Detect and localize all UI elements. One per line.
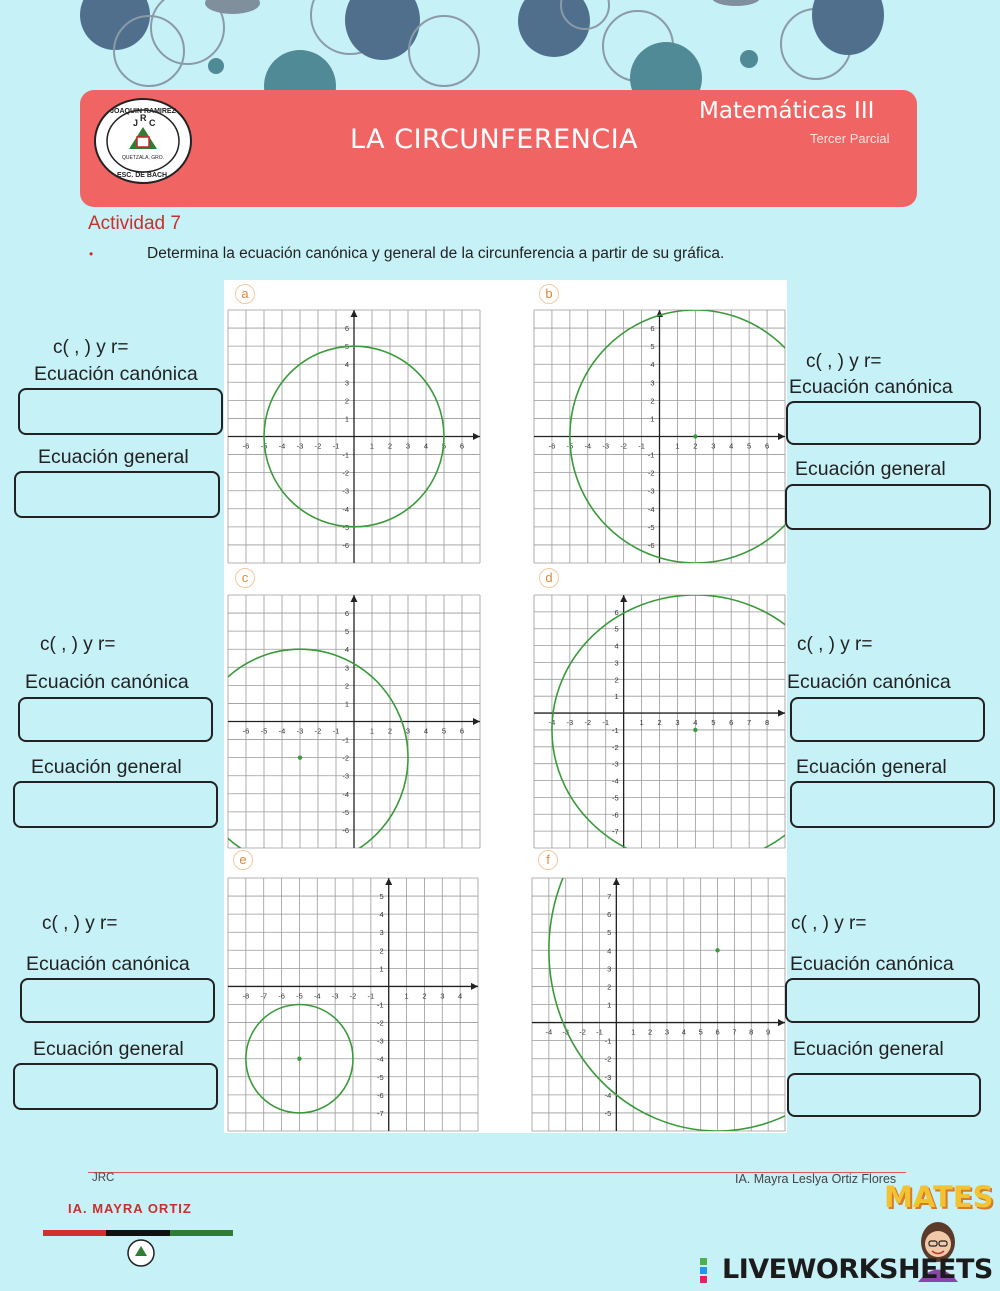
x-tick-label: -2 bbox=[620, 441, 627, 451]
y-tick-label: -1 bbox=[647, 450, 655, 460]
general-label: Ecuación general bbox=[33, 1038, 184, 1060]
graph-a bbox=[228, 310, 480, 563]
canonical-label: Ecuación canónica bbox=[790, 953, 954, 975]
graph-e bbox=[228, 878, 478, 1131]
y-tick-label: 4 bbox=[650, 360, 655, 370]
x-tick-label: -2 bbox=[584, 718, 592, 728]
general-label: Ecuación general bbox=[31, 756, 182, 778]
y-tick-label: 3 bbox=[344, 663, 349, 673]
coordinate-plane bbox=[228, 310, 480, 563]
y-tick-label: 2 bbox=[344, 681, 349, 691]
canonical-answer-input[interactable] bbox=[20, 978, 215, 1023]
y-tick-label: -5 bbox=[647, 522, 655, 532]
x-tick-label: -1 bbox=[596, 1027, 603, 1037]
circle-center-point bbox=[693, 434, 697, 438]
y-tick-label: -1 bbox=[377, 1000, 384, 1010]
graph-label-a: a bbox=[235, 284, 255, 304]
x-tick-label: 3 bbox=[405, 726, 411, 736]
x-tick-label: -1 bbox=[332, 726, 340, 736]
x-axis-arrow bbox=[473, 433, 480, 440]
y-tick-label: 7 bbox=[607, 892, 612, 902]
svg-text:C: C bbox=[149, 118, 156, 128]
y-tick-label: -3 bbox=[377, 1036, 384, 1046]
svg-text:R: R bbox=[140, 113, 147, 123]
general-label: Ecuación general bbox=[796, 756, 947, 778]
y-tick-label: 4 bbox=[607, 946, 612, 956]
graphs-sheet bbox=[224, 280, 787, 1133]
decor-ring bbox=[408, 15, 480, 87]
x-axis-arrow bbox=[778, 433, 785, 440]
graph-label-f: f bbox=[538, 850, 558, 870]
x-tick-label: 1 bbox=[631, 1027, 636, 1037]
y-tick-label: -4 bbox=[604, 1090, 612, 1100]
footer-author: IA. Mayra Leslya Ortiz Flores bbox=[735, 1172, 897, 1186]
x-tick-label: 8 bbox=[764, 718, 770, 728]
y-tick-label: -5 bbox=[342, 522, 349, 532]
y-axis-arrow bbox=[351, 595, 358, 602]
liveworksheets-logo bbox=[698, 1254, 993, 1285]
x-tick-label: -5 bbox=[566, 441, 574, 451]
y-tick-label: -5 bbox=[342, 807, 349, 817]
canonical-answer-input[interactable] bbox=[790, 697, 985, 742]
y-tick-label: 1 bbox=[607, 1000, 612, 1010]
canonical-answer-input[interactable] bbox=[785, 978, 980, 1023]
y-tick-label: 6 bbox=[607, 910, 612, 920]
x-tick-label: -2 bbox=[349, 991, 357, 1001]
y-tick-label: 6 bbox=[650, 324, 655, 334]
graph-b bbox=[534, 310, 785, 563]
x-tick-label: 2 bbox=[647, 1027, 653, 1037]
x-tick-label: -1 bbox=[332, 441, 340, 451]
x-tick-label: 1 bbox=[369, 726, 375, 736]
y-tick-label: 5 bbox=[344, 627, 349, 637]
x-tick-label: -3 bbox=[562, 1027, 570, 1037]
center-radius-label: c( , ) y r= bbox=[806, 351, 882, 372]
general-label: Ecuación general bbox=[795, 458, 946, 480]
x-tick-label: -5 bbox=[260, 726, 268, 736]
x-tick-label: 5 bbox=[441, 441, 447, 451]
x-tick-label: 4 bbox=[423, 441, 429, 451]
general-label: Ecuación general bbox=[38, 446, 189, 468]
x-tick-label: 1 bbox=[369, 441, 375, 451]
y-tick-label: -3 bbox=[611, 759, 619, 769]
x-tick-label: 4 bbox=[423, 726, 429, 736]
x-tick-label: 5 bbox=[747, 441, 752, 451]
y-tick-label: -6 bbox=[647, 540, 655, 550]
graph-f bbox=[532, 878, 785, 1131]
x-tick-label: -6 bbox=[278, 991, 285, 1001]
general-answer-input[interactable] bbox=[13, 1063, 218, 1110]
y-tick-label: -4 bbox=[647, 504, 655, 514]
x-axis-arrow bbox=[778, 710, 785, 717]
general-answer-input[interactable] bbox=[14, 471, 220, 518]
x-tick-label: -8 bbox=[242, 991, 250, 1001]
x-tick-label: -2 bbox=[314, 441, 322, 451]
center-radius-label: c( , ) y r= bbox=[797, 634, 873, 655]
circle-center-point bbox=[298, 755, 302, 759]
x-tick-label: 2 bbox=[657, 718, 662, 728]
y-tick-label: -7 bbox=[611, 827, 619, 837]
mates-logo: MATES bbox=[884, 1180, 994, 1214]
decor-circle bbox=[208, 58, 224, 74]
y-tick-label: 5 bbox=[344, 342, 349, 352]
y-tick-label: -5 bbox=[377, 1072, 384, 1082]
x-axis-arrow bbox=[471, 983, 478, 990]
x-tick-label: -1 bbox=[602, 718, 610, 728]
y-tick-label: 5 bbox=[379, 892, 384, 902]
x-tick-label: 2 bbox=[387, 441, 393, 451]
x-tick-label: 3 bbox=[664, 1027, 670, 1037]
general-answer-input[interactable] bbox=[785, 484, 991, 530]
coordinate-plane bbox=[228, 595, 480, 848]
svg-text:J: J bbox=[133, 118, 139, 128]
x-tick-label: 4 bbox=[681, 1027, 686, 1037]
graph-label-b: b bbox=[539, 284, 559, 304]
x-tick-label: -4 bbox=[313, 991, 321, 1001]
y-tick-label: 4 bbox=[614, 641, 619, 651]
y-tick-label: -2 bbox=[647, 468, 655, 478]
coordinate-plane bbox=[228, 878, 478, 1131]
y-tick-label: 2 bbox=[650, 396, 655, 406]
y-tick-label: -6 bbox=[342, 540, 349, 550]
y-tick-label: -6 bbox=[611, 810, 619, 820]
canonical-answer-input[interactable] bbox=[18, 388, 223, 435]
term-label: Tercer Parcial bbox=[810, 131, 890, 146]
bullet: • bbox=[89, 247, 94, 261]
x-tick-label: -4 bbox=[545, 1027, 553, 1037]
x-tick-label: 3 bbox=[675, 718, 680, 728]
x-tick-label: -2 bbox=[314, 726, 322, 736]
decor-circle bbox=[712, 0, 760, 6]
y-tick-label: 2 bbox=[379, 946, 384, 956]
y-tick-label: 1 bbox=[650, 414, 655, 424]
subject-title: Matemáticas III bbox=[699, 98, 875, 124]
canonical-label: Ecuación canónica bbox=[787, 671, 951, 693]
x-tick-label: 4 bbox=[458, 991, 463, 1001]
footer-left-text: JRC bbox=[92, 1172, 115, 1184]
circle-center-point bbox=[693, 728, 697, 732]
x-tick-label: -4 bbox=[584, 441, 592, 451]
x-tick-label: 6 bbox=[459, 441, 465, 451]
y-axis-arrow bbox=[385, 878, 392, 885]
x-tick-label: 5 bbox=[711, 718, 716, 728]
y-tick-label: 4 bbox=[344, 645, 349, 655]
y-tick-label: 3 bbox=[379, 928, 384, 938]
x-tick-label: 1 bbox=[639, 718, 644, 728]
y-tick-label: -6 bbox=[377, 1090, 384, 1100]
x-axis-arrow bbox=[778, 1019, 785, 1026]
y-tick-label: -4 bbox=[377, 1054, 384, 1064]
x-tick-label: -1 bbox=[638, 441, 645, 451]
general-answer-input[interactable] bbox=[13, 781, 218, 828]
y-tick-label: -1 bbox=[342, 450, 349, 460]
y-tick-label: 2 bbox=[607, 982, 612, 992]
x-tick-label: -6 bbox=[548, 441, 556, 451]
page-title: LA CIRCUNFERENCIA bbox=[350, 124, 639, 155]
center-radius-label: c( , ) y r= bbox=[53, 337, 129, 358]
canonical-label: Ecuación canónica bbox=[34, 363, 198, 385]
canonical-label: Ecuación canónica bbox=[26, 953, 190, 975]
y-axis-arrow bbox=[613, 878, 620, 885]
x-tick-label: 3 bbox=[405, 441, 411, 451]
x-tick-label: -7 bbox=[260, 991, 268, 1001]
x-tick-label: -4 bbox=[278, 441, 286, 451]
brand-stripes bbox=[43, 1230, 233, 1236]
circle-center-point bbox=[297, 1057, 301, 1061]
x-tick-label: -2 bbox=[579, 1027, 586, 1037]
x-tick-label: 8 bbox=[749, 1027, 754, 1037]
x-tick-label: -3 bbox=[296, 441, 304, 451]
y-tick-label: 4 bbox=[344, 360, 349, 370]
y-tick-label: -2 bbox=[342, 468, 349, 478]
x-tick-label: 5 bbox=[441, 726, 447, 736]
x-tick-label: 2 bbox=[693, 441, 698, 451]
y-tick-label: -1 bbox=[604, 1036, 612, 1046]
y-tick-label: 5 bbox=[607, 928, 612, 938]
svg-text:JOAQUIN RAMIREZ: JOAQUIN RAMIREZ bbox=[110, 108, 176, 115]
y-tick-label: 5 bbox=[614, 624, 619, 634]
y-tick-label: -3 bbox=[647, 486, 655, 496]
y-tick-label: -2 bbox=[611, 742, 619, 752]
graph-c bbox=[228, 595, 480, 848]
canonical-answer-input[interactable] bbox=[786, 401, 981, 445]
x-tick-label: 9 bbox=[766, 1027, 771, 1037]
general-answer-input[interactable] bbox=[790, 781, 995, 828]
activity-title: Actividad 7 bbox=[88, 213, 181, 234]
instruction-text: Determina la ecuación canónica y general de la circunferencia a partir de su gráfica. bbox=[147, 245, 725, 262]
x-tick-label: 3 bbox=[711, 441, 716, 451]
x-tick-label: 7 bbox=[747, 718, 752, 728]
x-tick-label: -3 bbox=[602, 441, 610, 451]
svg-text:QUETZALA, GRO.: QUETZALA, GRO. bbox=[122, 155, 164, 161]
y-tick-label: 3 bbox=[614, 658, 619, 668]
x-tick-label: 2 bbox=[387, 726, 393, 736]
y-axis-arrow bbox=[620, 595, 627, 602]
x-axis-arrow bbox=[473, 718, 480, 725]
y-tick-label: 6 bbox=[344, 324, 349, 334]
x-tick-label: 6 bbox=[459, 726, 465, 736]
graph-d bbox=[534, 595, 785, 848]
y-tick-label: -3 bbox=[604, 1072, 612, 1082]
y-tick-label: -4 bbox=[611, 776, 619, 786]
coordinate-plane bbox=[534, 310, 785, 563]
y-tick-label: 3 bbox=[650, 378, 655, 388]
x-tick-label: -1 bbox=[367, 991, 375, 1001]
graph-label-d: d bbox=[539, 568, 559, 588]
center-radius-label: c( , ) y r= bbox=[791, 913, 867, 934]
y-tick-label: 3 bbox=[344, 378, 349, 388]
decor-circle bbox=[740, 50, 758, 68]
y-tick-label: 6 bbox=[344, 609, 349, 619]
x-tick-label: -6 bbox=[242, 441, 250, 451]
y-tick-label: -3 bbox=[342, 486, 349, 496]
graph-label-c: c bbox=[235, 568, 255, 588]
svg-text:ESC. DE BACH.: ESC. DE BACH. bbox=[116, 172, 170, 179]
y-tick-label: -4 bbox=[342, 789, 349, 799]
y-tick-label: -7 bbox=[377, 1108, 384, 1118]
graph-label-e: e bbox=[233, 850, 253, 870]
circle-center-point bbox=[715, 948, 719, 952]
y-tick-label: -3 bbox=[342, 771, 349, 781]
y-tick-label: 1 bbox=[614, 692, 619, 702]
canonical-answer-input[interactable] bbox=[18, 697, 213, 742]
x-tick-label: 6 bbox=[729, 718, 734, 728]
y-tick-label: -1 bbox=[611, 725, 619, 735]
liveworksheets-text: LIVEWORKSHEETS bbox=[722, 1254, 993, 1285]
x-tick-label: 4 bbox=[693, 718, 698, 728]
y-tick-label: -2 bbox=[377, 1018, 384, 1028]
y-tick-label: 4 bbox=[379, 910, 384, 920]
y-tick-label: -2 bbox=[604, 1054, 612, 1064]
coordinate-plane bbox=[532, 878, 785, 1131]
author-brand: IA. MAYRA ORTIZ bbox=[68, 1201, 192, 1216]
canonical-label: Ecuación canónica bbox=[25, 671, 189, 693]
x-tick-label: 1 bbox=[404, 991, 409, 1001]
x-tick-label: -3 bbox=[296, 726, 304, 736]
x-tick-label: 4 bbox=[729, 441, 734, 451]
y-tick-label: 5 bbox=[650, 342, 655, 352]
y-tick-label: 3 bbox=[607, 964, 612, 974]
x-tick-label: -3 bbox=[566, 718, 574, 728]
x-tick-label: -4 bbox=[548, 718, 556, 728]
x-tick-label: -6 bbox=[242, 726, 250, 736]
x-tick-label: 7 bbox=[732, 1027, 737, 1037]
x-tick-label: 2 bbox=[422, 991, 427, 1001]
y-tick-label: 1 bbox=[344, 699, 349, 709]
x-tick-label: -4 bbox=[278, 726, 286, 736]
general-label: Ecuación general bbox=[793, 1038, 944, 1060]
center-radius-label: c( , ) y r= bbox=[40, 634, 116, 655]
y-tick-label: 2 bbox=[614, 675, 619, 685]
y-tick-label: 1 bbox=[344, 414, 349, 424]
center-radius-label: c( , ) y r= bbox=[42, 913, 118, 934]
x-tick-label: 6 bbox=[764, 441, 770, 451]
x-tick-label: 5 bbox=[698, 1027, 703, 1037]
x-tick-label: 3 bbox=[440, 991, 445, 1001]
x-tick-label: 1 bbox=[675, 441, 680, 451]
y-tick-label: 6 bbox=[614, 607, 619, 617]
y-tick-label: -1 bbox=[342, 735, 349, 745]
y-tick-label: -4 bbox=[342, 504, 349, 514]
school-logo-small bbox=[126, 1238, 156, 1268]
general-answer-input[interactable] bbox=[787, 1073, 981, 1117]
y-tick-label: -2 bbox=[342, 753, 349, 763]
x-tick-label: -5 bbox=[296, 991, 303, 1001]
y-tick-label: 2 bbox=[344, 396, 349, 406]
x-tick-label: 6 bbox=[715, 1027, 720, 1037]
y-tick-label: -5 bbox=[611, 793, 619, 803]
x-tick-label: -3 bbox=[331, 991, 339, 1001]
canonical-label: Ecuación canónica bbox=[789, 376, 953, 398]
coordinate-plane bbox=[534, 595, 785, 848]
school-logo bbox=[93, 97, 193, 185]
y-axis-arrow bbox=[351, 310, 358, 317]
y-tick-label: -5 bbox=[604, 1108, 612, 1118]
x-tick-label: -5 bbox=[260, 441, 268, 451]
y-tick-label: -6 bbox=[342, 825, 349, 835]
y-tick-label: 1 bbox=[379, 964, 384, 974]
